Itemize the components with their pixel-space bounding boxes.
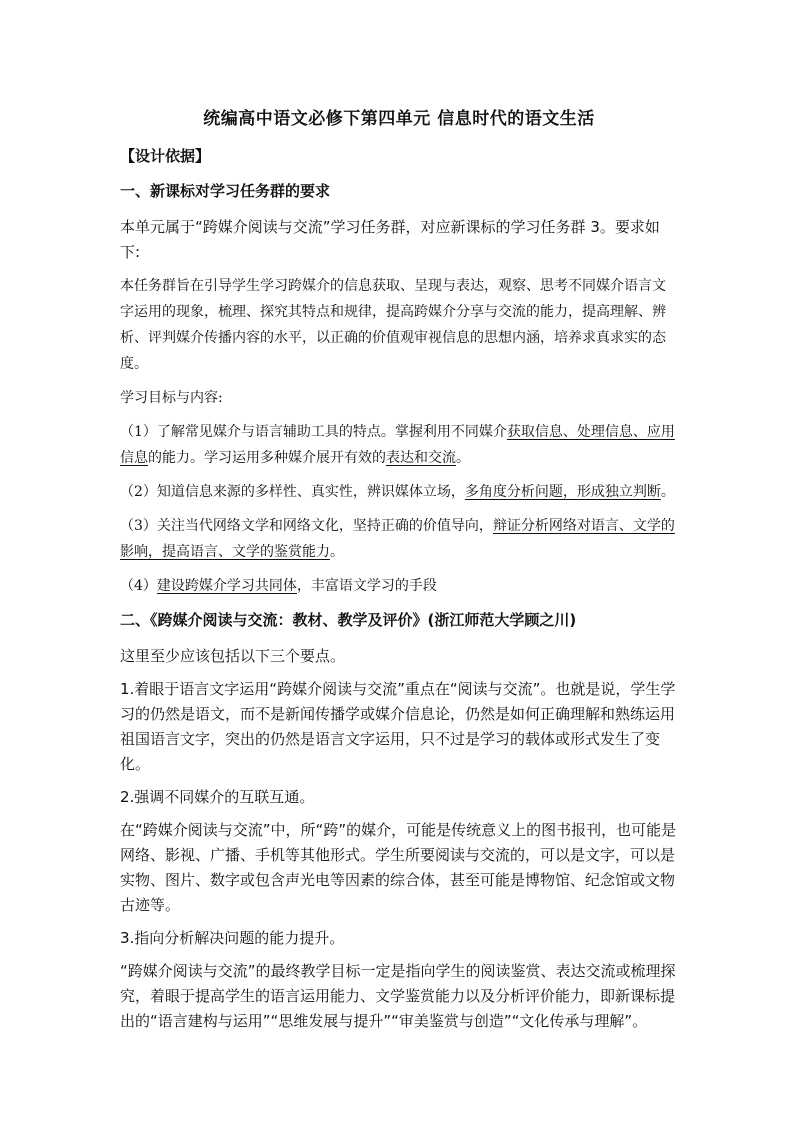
section1-intro: 本单元属于“跨媒介阅读与交流”学习任务群，对应新课标的学习任务群 3。要求如下: [120, 218, 660, 261]
underlined-phrase: 表达和交流 [386, 450, 456, 466]
section2-intro: 这里至少应该包括以下三个要点。 [120, 647, 346, 665]
section2-heading: 二、《跨媒介阅读与交流：教材、教学及评价》(浙江师范大学顾之川) [120, 611, 577, 629]
document-title: 统编高中语文必修下第四单元 信息时代的语文生活 [203, 109, 595, 129]
point1-paragraph: 1.着眼于语言文字运用“跨媒介阅读与交流”重点在“阅读与交流”。也就是说，学生学习的仍然是语文，而不是新闻传播学或媒介信息论，仍然是如何正确理解和熟练运用祖国语言文字，突出的仍然是语言文字运用，只不过是学习的载体或形式发生了变化。 [120, 680, 676, 773]
section1-heading: 一、新课标对学习任务群的要求 [120, 182, 331, 200]
point2-title: 2.强调不同媒介的互联互通。 [120, 788, 315, 806]
goal-item: （4）建设跨媒介学习共同体，丰富语文学习的手段 [120, 578, 437, 594]
goal-item: （3）关注当代网络文学和网络文化，坚持正确的价值导向，辩证分析网络对语言、文学的影响，提高语言、文学的鉴赏能力。 [120, 518, 675, 560]
point3-paragraph: “跨媒介阅读与交流”的最终教学目标一定是指向学生的阅读鉴赏、表达交流或梳理探究，着眼于提高学生的语言运用能力、文学鉴赏能力以及分析评价能力，即新课标提出的“语言建构与运用”“思维发展与提升”“审美鉴赏与创造”“文化传承与理解”。 [120, 962, 676, 1030]
design-basis-label: 【设计依据】 [120, 147, 211, 165]
goal-item: （2）知道信息来源的多样性、真实性，辨识媒体立场，多角度分析问题，形成独立判断。 [120, 484, 675, 500]
point2-paragraph: 在“跨媒介阅读与交流”中，所“跨”的媒介，可能是传统意义上的图书报刊，也可能是网络、影视、广播、手机等其他形式。学生所要阅读与交流的，可以是文字，可以是实物、图片、数字或包含声光电等因素的综合体，甚至可能是博物馆、纪念馆或文物古迹等。 [120, 821, 677, 914]
underlined-phrase: 辩证分析网络对语言、文学的影响，提高语言、文学的鉴赏能力 [120, 518, 675, 560]
goals-label: 学习目标与内容: [120, 390, 223, 406]
goal-item: （1）了解常见媒介与语言辅助工具的特点。掌握利用不同媒介获取信息、处理信息、应用信息的能力。学习运用多种媒介展开有效的表达和交流。 [120, 424, 675, 466]
underlined-phrase: 建设跨媒介学习共同体 [156, 578, 297, 594]
document-content [120, 104, 678, 1042]
underlined-phrase: 多角度分析问题，形成独立判断 [464, 484, 661, 500]
underlined-phrase: 获取信息、处理信息、应用信息 [120, 424, 675, 466]
curriculum-quote: 本任务群旨在引导学生学习跨媒介的信息获取、呈现与表达，观察、思考不同媒介语言文字运用的现象，梳理、探究其特点和规律，提高跨媒介分享与交流的能力，提高理解、辨析、评判媒介传播内容的水平，以正确的价值观审视信息的思想内涵，培养求真求实的态度。 [120, 278, 666, 372]
point3-title: 3.指向分析解决问题的能力提升。 [120, 929, 345, 947]
